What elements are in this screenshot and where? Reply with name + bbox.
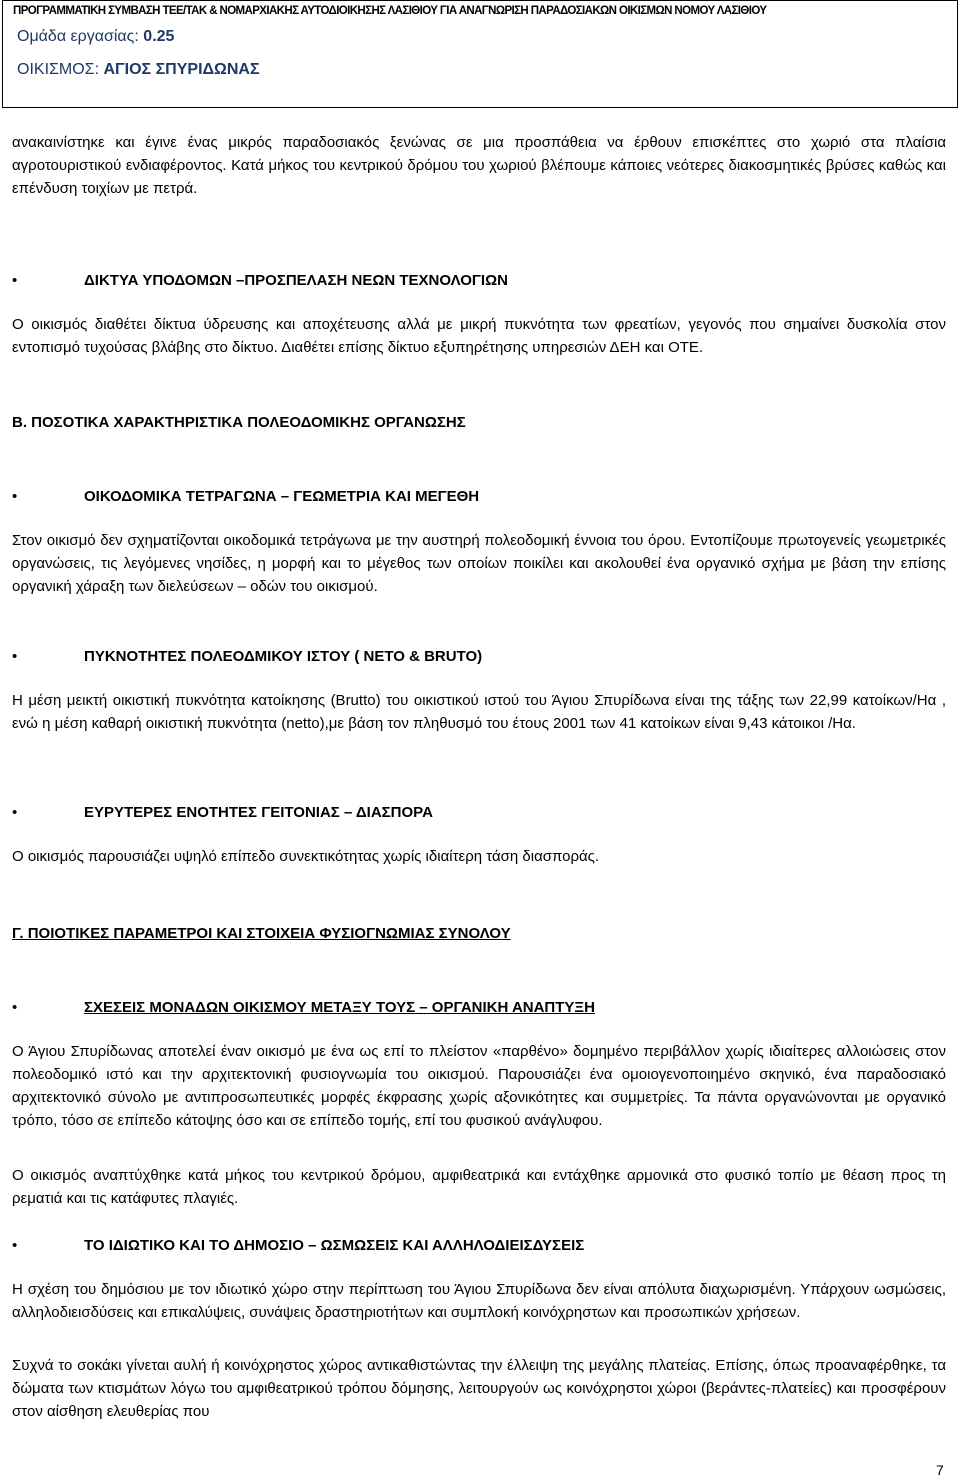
- section-b-heading: Β. ΠΟΣΟΤΙΚΑ ΧΑΡΑΚΤΗΡΙΣΤΙΚΑ ΠΟΛΕΟΔΟΜΙΚΗΣ ΟΡΓΑΝΩΣΗΣ: [12, 414, 466, 431]
- page-number: 7: [936, 1462, 944, 1478]
- working-group: [17, 28, 174, 46]
- bullet-icon: •: [12, 272, 18, 289]
- blocks-paragraph: Στον οικισμό δεν σχηματίζονται οικοδομικά τετράγωνα με την αυστηρή πολεοδομική έννοια του όρου. Εντοπίζουμε πρωτογενείς γεωμετρικές οργανώσεις, τις λεγόμενες νησίδες, η μορφή και το μέγεθος των οποίων ποικίλει και ακολουθεί ένα οργανικό σχήμα με βάση την επίσης οργανική χάραξη των διελεύσεων – οδών του οικισμού.: [12, 532, 946, 595]
- blocks-heading: ΟΙΚΟΔΟΜΙΚΑ ΤΕΤΡΑΓΩΝΑ – ΓΕΩΜΕΤΡΙΑ ΚΑΙ ΜΕΓΕΘΗ: [84, 488, 480, 505]
- settlement-name: ΑΓΙΟΣ ΣΠΥΡΙΔΩΝΑΣ: [103, 61, 260, 78]
- bullet-icon: •: [12, 1237, 18, 1254]
- bullet-icon: •: [12, 488, 18, 505]
- bullet-icon: •: [12, 648, 18, 665]
- document-header: [2, 0, 958, 108]
- networks-heading: ΔΙΚΤΥΑ ΥΠΟΔΟΜΩΝ –ΠΡΟΣΠΕΛΑΣΗ ΝΕΩΝ ΤΕΧΝΟΛΟΓΙΩΝ: [84, 272, 508, 289]
- private-public-heading: ΤΟ ΙΔΙΩΤΙΚΟ ΚΑΙ ΤΟ ΔΗΜΟΣΙΟ – ΩΣΜΩΣΕΙΣ ΚΑΙ ΑΛΛΗΛΟΔΙΕΙΣΔΥΣΕΙΣ: [84, 1237, 585, 1254]
- private-public-paragraph-1: Η σχέση του δημόσιου με τον ιδιωτικό χώρο στην περίπτωση του Άγιου Σπυρίδωνα δεν είναι απόλυτα διαχωρισμένη. Υπάρχουν ωσμώσεις, αλληλοδιεισδύσεις και επικαλύψεις, συνάψεις δραστηριοτήτων και συμπλοκή κοινόχρηστων και προσωπικών χρήσεων.: [12, 1281, 946, 1321]
- neighbourhood-heading: ΕΥΡΥΤΕΡΕΣ ΕΝΟΤΗΤΕΣ ΓΕΙΤΟΝΙΑΣ – ΔΙΑΣΠΟΡΑ: [84, 804, 433, 821]
- bullet-icon: •: [12, 999, 18, 1016]
- density-heading: ΠΥΚΝΟΤΗΤΕΣ ΠΟΛΕΟΔΜΙΚΟΥ ΙΣΤΟΥ ( ΝΕΤΟ & BRUTO): [84, 648, 483, 665]
- relations-paragraph-1: Ο Άγιου Σπυρίδωνας αποτελεί έναν οικισμό με ένα ως επί το πλείστον «παρθένο» δομημένο περιβάλλον χωρίς ιδιαίτερες αλλοιώσεις στον πολεοδομικό ιστό και την αρχιτεκτονική φυσιογνωμία του οικισμού. Παρουσιάζει ένα ομοιογενοποιημένο σκηνικό, ένα παραδοσιακό αρχιτεκτονικό σύνολο με αντιπροσωπευτικές μορφές έκφρασης χωρίς αξονικότητες και συμμετρίες. Τα πάντα οργανώνονται με οργανικό τρόπο, τόσο σε επίπεδο κάτοψης όσο και σε επίπεδο τομής, επί του φυσικού ανάγλυφου.: [12, 1043, 946, 1129]
- density-paragraph: Η μέση μεικτή οικιστική πυκνότητα κατοίκησης (Brutto) του οικιστικού ιστού του Άγιου Σπυρίδωνα είναι της τάξης των 22,99 κατοίκων/Ηα , ενώ η μέση καθαρή οικιστική πυκνότητα (netto),με βάση τον πληθυσμό του έτους 2001 των 41 κατοίκων είναι 9,43 κάτοικοι /Ηα.: [12, 692, 946, 732]
- relations-heading: ΣΧΕΣΕΙΣ ΜΟΝΑΔΩΝ ΟΙΚΙΣΜΟΥ ΜΕΤΑΞΥ ΤΟΥΣ – ΟΡΓΑΝΙΚΗ ΑΝΑΠΤΥΞΗ: [84, 999, 595, 1016]
- settlement-label: ΟΙΚΙΣΜΟΣ:: [17, 61, 100, 78]
- working-group-value: 0.25: [143, 28, 175, 45]
- intro-paragraph: ανακαινίστηκε και έγινε ένας μικρός παραδοσιακός ξενώνας σε μια προσπάθεια να έρθουν επισκέπτες στο χωριό στα πλαίσια αγροτουριστικού ενδιαφέροντος. Κατά μήκος του κεντρικού δρόμου του χωριού βλέπουμε κάποιες νεότερες διακοσμητικές βρύσες καθώς και επένδυση τοιχίων με πετρά.: [12, 134, 946, 197]
- bullet-icon: •: [12, 804, 18, 821]
- section-c-heading: Γ. ΠΟΙΟΤΙΚΕΣ ΠΑΡΑΜΕΤΡΟΙ ΚΑΙ ΣΤΟΙΧΕΙΑ ΦΥΣΙΟΓΝΩΜΙΑΣ ΣΥΝΟΛΟΥ: [12, 925, 511, 942]
- private-public-paragraph-2: Συχνά το σοκάκι γίνεται αυλή ή κοινόχρηστος χώρος αντικαθιστώντας την έλλειψη της μεγάλης πλατείας. Επίσης, όπως προαναφέρθηκε, τα δώματα των κτισμάτων λόγω του αμφιθεατρικού τρόπου δόμησης, λειτουργούν ως κοινόχρηστοι χώροι (βεράντες-πλατείες) και προσφέρουν στον αίσθηση ελευθερίας που: [12, 1357, 946, 1420]
- networks-paragraph: Ο οικισμός διαθέτει δίκτυα ύδρευσης και αποχέτευσης αλλά με μικρή πυκνότητα των φρεατίων, γεγονός που σημαίνει δυσκολία στον εντοπισμό τυχούσας βλάβης στο δίκτυο. Διαθέτει επίσης δίκτυο εξυπηρέτησης υπηρεσιών ΔΕΗ και ΟΤΕ.: [12, 316, 946, 356]
- program-title: ΠΡΟΓΡΑΜΜΑΤΙΚΗ ΣΥΜΒΑΣΗ ΤΕΕ/ΤΑΚ & ΝΟΜΑΡΧΙΑΚΗΣ ΑΥΤΟΔΙΟΙΚΗΣΗΣ ΛΑΣΙΘΙΟΥ ΓΙΑ ΑΝΑΓΝΩΡΙΣΗ ΠΑΡΑΔΟΣΙΑΚΩΝ ΟΙΚΙΣΜΩΝ ΝΟΜΟΥ ΛΑΣΙΘΙΟΥ: [13, 5, 767, 17]
- relations-paragraph-2: Ο οικισμός αναπτύχθηκε κατά μήκος του κεντρικού δρόμου, αμφιθεατρικά και εντάχθηκε αρμονικά στο φυσικό τοπίο με θέαση προς τη ρεματιά και τις κατάφυτες πλαγιές.: [12, 1167, 946, 1207]
- neighbourhood-paragraph: Ο οικισμός παρουσιάζει υψηλό επίπεδο συνεκτικότητας χωρίς ιδιαίτερη τάση διασποράς.: [12, 848, 600, 865]
- working-group-label: Ομάδα εργασίας:: [17, 28, 139, 45]
- settlement: [17, 61, 260, 79]
